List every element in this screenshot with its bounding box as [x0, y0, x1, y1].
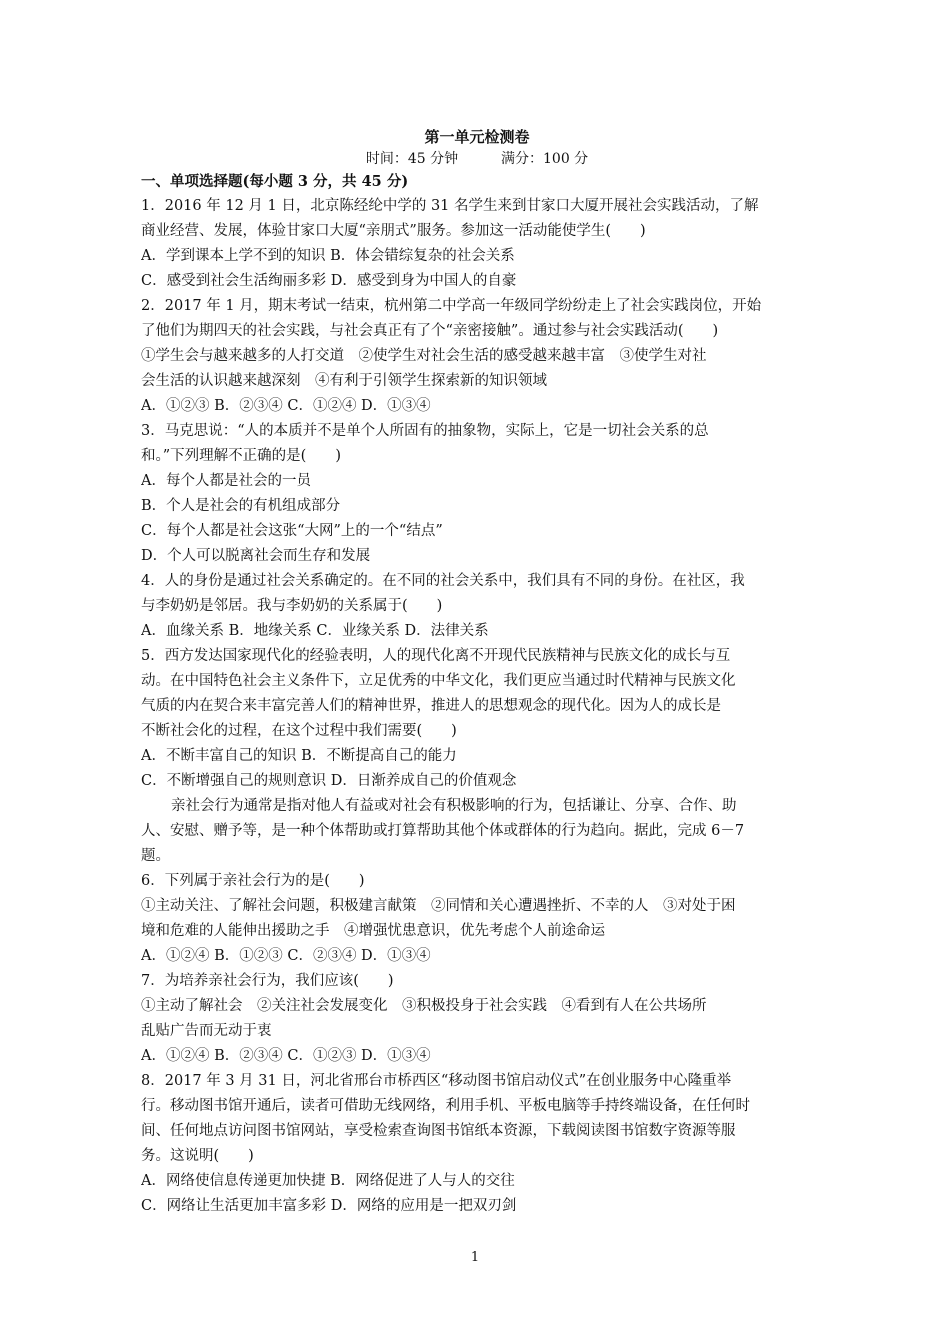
text-line: 不断社会化的过程，在这个过程中我们需要( ): [141, 723, 457, 739]
page-title: 第一单元检测卷: [424, 128, 530, 146]
text-line: 商业经营、发展，体验甘家口大厦“亲朋式”服务。参加这一活动能使学生( ): [141, 223, 646, 239]
text-line: A．血缘关系 B．地缘关系 C．业缘关系 D．法律关系: [141, 623, 489, 639]
text-line: 4．人的身份是通过社会关系确定的。在不同的社会关系中，我们具有不同的身份。在社区，我: [141, 573, 745, 589]
text-line: A．①②④ B．②③④ C．①②③ D．①③④: [141, 1048, 431, 1064]
text-line: ①学生会与越来越多的人打交道 ②使学生对社会生活的感受越来越丰富 ③使学生对社: [141, 348, 707, 364]
text-line: 1．2016 年 12 月 1 日，北京陈经纶中学的 31 名学生来到甘家口大厦开展社会实践活动，了解: [141, 198, 759, 214]
text-line: A．学到课本上学不到的知识 B．体会错综复杂的社会关系: [141, 248, 515, 264]
text-line: A．①②③ B．②③④ C．①②④ D．①③④: [141, 398, 431, 414]
text-line: 5．西方发达国家现代化的经验表明，人的现代化离不开现代民族精神与民族文化的成长与互: [141, 648, 731, 664]
text-line: C．每个人都是社会这张“大网”上的一个“结点”: [141, 523, 443, 539]
text-line: 间、任何地点访问图书馆网站，享受检索查询图书馆纸本资源，下载阅读图书馆数字资源等服: [141, 1123, 736, 1139]
text-line: 了他们为期四天的社会实践，与社会真正有了个“亲密接触”。通过参与社会实践活动( ): [141, 323, 719, 339]
reading-passage: [141, 794, 813, 869]
text-line: 7．为培养亲社会行为，我们应该( ): [141, 973, 394, 989]
document-page: [141, 120, 813, 1219]
text-line: 行。移动图书馆开通后，读者可借助无线网络，利用手机、平板电脑等手持终端设备，在任何时: [141, 1098, 750, 1114]
text-line: 会生活的认识越来越深刻 ④有利于引领学生探索新的知识领域: [141, 373, 547, 389]
section-heading: 一、单项选择题(每小题 3 分，共 45 分): [141, 173, 409, 190]
question-block-1: [141, 194, 813, 794]
text-line: 3．马克思说：“人的本质并不是单个人所固有的抽象物，实际上，它是一切社会关系的总: [141, 423, 709, 439]
passage-line: 人、安慰、赠予等，是一种个体帮助或打算帮助其他个体或群体的行为趋向。据此，完成 6－7: [141, 823, 745, 839]
time-label: 时间：45 分钟: [365, 151, 459, 167]
text-line: ①主动了解社会 ②关注社会发展变化 ③积极投身于社会实践 ④看到有人在公共场所: [141, 998, 707, 1014]
text-line: A．①②④ B．①②③ C．②③④ D．①③④: [141, 948, 431, 964]
text-line: 与李奶奶是邻居。我与李奶奶的关系属于( ): [141, 598, 443, 614]
exam-info: [141, 148, 813, 170]
text-line: B．个人是社会的有机组成部分: [141, 498, 341, 514]
text-line: A．不断丰富自己的知识 B．不断提高自己的能力: [141, 748, 457, 764]
text-line: 境和危难的人能伸出援助之手 ④增强忧患意识，优先考虑个人前途命运: [141, 923, 605, 939]
question-block-2: [141, 869, 813, 1219]
text-line: 2．2017 年 1 月，期末考试一结束，杭州第二中学高一年级同学纷纷走上了社会实践岗位，开始: [141, 298, 762, 314]
text-line: ①主动关注、了解社会问题，积极建言献策 ②同情和关心遭遇挫折、不幸的人 ③对处于困: [141, 898, 736, 914]
text-line: 8．2017 年 3 月 31 日，河北省邢台市桥西区“移动图书馆启动仪式”在创业服务中心隆重举: [141, 1073, 732, 1089]
text-line: 6．下列属于亲社会行为的是( ): [141, 873, 365, 889]
text-line: C．网络让生活更加丰富多彩 D．网络的应用是一把双刃剑: [141, 1198, 517, 1214]
passage-line: 题。: [141, 848, 170, 864]
passage-line: 亲社会行为通常是指对他人有益或对社会有积极影响的行为，包括谦让、分享、合作、助: [171, 798, 737, 814]
text-line: C．不断增强自己的规则意识 D．日渐养成自己的价值观念: [141, 773, 517, 789]
text-line: 动。在中国特色社会主义条件下，立足优秀的中华文化，我们更应当通过时代精神与民族文化: [141, 673, 736, 689]
score-label: 满分：100 分: [501, 151, 589, 167]
text-line: A．每个人都是社会的一员: [141, 473, 311, 489]
text-line: D．个人可以脱离社会而生存和发展: [141, 548, 371, 564]
text-line: 气质的内在契合来丰富完善人们的精神世界，推进人的思想观念的现代化。因为人的成长是: [141, 698, 721, 714]
text-line: 乱贴广告而无动于衷: [141, 1023, 272, 1039]
text-line: 务。这说明( ): [141, 1148, 254, 1164]
text-line: C．感受到社会生活绚丽多彩 D．感受到身为中国人的自豪: [141, 273, 517, 289]
text-line: 和。”下列理解不正确的是( ): [141, 448, 341, 464]
page-number: 1: [470, 1250, 480, 1265]
text-line: A．网络使信息传递更加快捷 B．网络促进了人与人的交往: [141, 1173, 515, 1189]
